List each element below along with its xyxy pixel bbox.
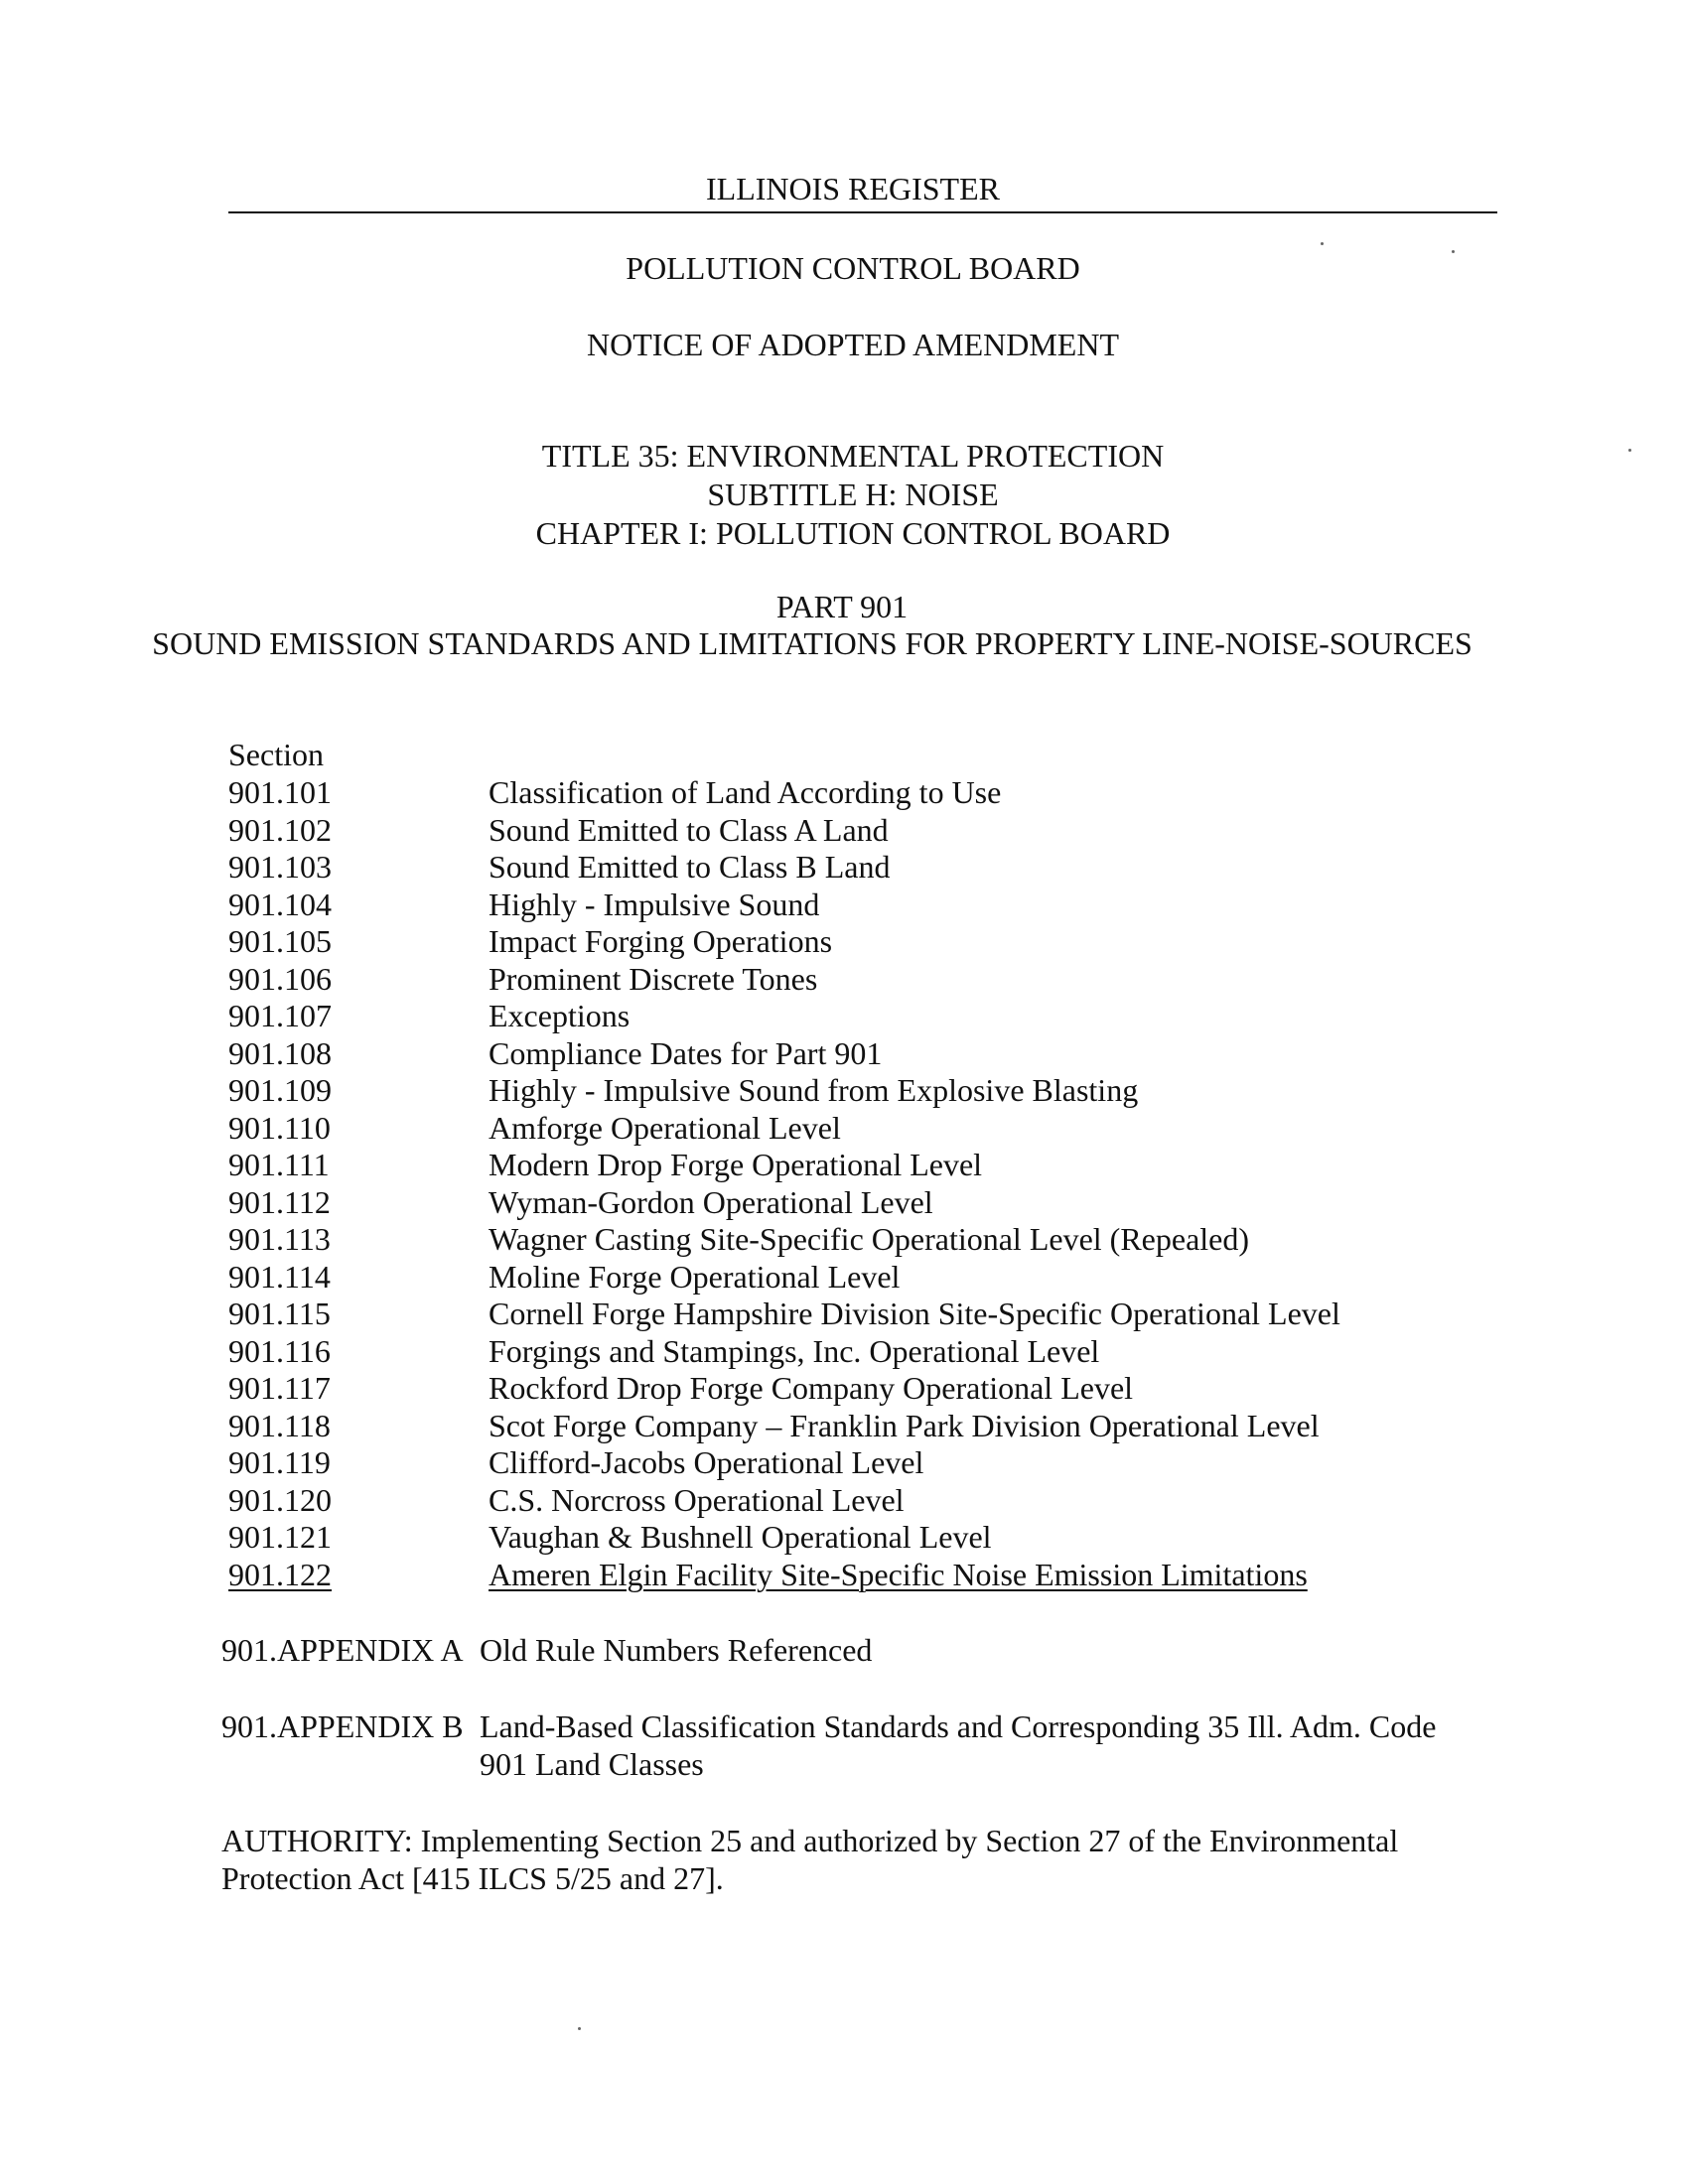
- toc-row: [228, 1110, 1470, 1148]
- appendix-number: 901.APPENDIX A: [221, 1632, 464, 1668]
- section-title: Sound Emitted to Class A Land: [489, 811, 889, 848]
- toc-row: [228, 1519, 1470, 1557]
- section-number: 901.107: [228, 998, 332, 1033]
- chapter-line: CHAPTER I: POLLUTION CONTROL BOARD: [535, 515, 1171, 551]
- part-title: SOUND EMISSION STANDARDS AND LIMITATIONS FOR PROPERTY LINE-NOISE-SOURCES: [152, 625, 1473, 661]
- toc-row: [228, 887, 1470, 924]
- section-number: 901.109: [228, 1072, 332, 1108]
- toc-row: [228, 1184, 1470, 1222]
- section-number: 901.117: [228, 1370, 331, 1406]
- section-title: Highly - Impulsive Sound: [489, 886, 820, 922]
- section-title: Highly - Impulsive Sound from Explosive Blasting: [489, 1072, 1139, 1108]
- section-title: Forgings and Stampings, Inc. Operational Level: [489, 1332, 1100, 1369]
- register-heading: ILLINOIS REGISTER: [706, 171, 1000, 206]
- section-number: 901.106: [228, 960, 332, 997]
- toc-row: [228, 774, 1470, 812]
- section-title: Wyman-Gordon Operational Level: [489, 1183, 933, 1220]
- title-block: [0, 438, 1684, 554]
- notice-heading: NOTICE OF ADOPTED AMENDMENT: [587, 327, 1119, 362]
- toc-heading: Section: [228, 737, 324, 772]
- appendix-description: Old Rule Numbers Referenced: [480, 1632, 873, 1668]
- header-rule: [228, 211, 1497, 213]
- toc-row: [228, 849, 1470, 887]
- toc-row: [228, 961, 1470, 999]
- subtitle-line: SUBTITLE H: NOISE: [707, 477, 999, 512]
- scan-speck: [578, 2027, 581, 2030]
- toc-row: [228, 812, 1470, 850]
- section-title: Clifford-Jacobs Operational Level: [489, 1444, 924, 1480]
- scan-speck: [1452, 250, 1455, 253]
- section-number: 901.108: [228, 1034, 332, 1071]
- toc-row: [228, 1259, 1470, 1297]
- toc-row: [228, 998, 1470, 1035]
- toc-row: [228, 1296, 1470, 1333]
- toc-row: [228, 1408, 1470, 1445]
- toc-row: [228, 1557, 1470, 1594]
- title-line: TITLE 35: ENVIRONMENTAL PROTECTION: [541, 438, 1165, 474]
- toc-row: [228, 1482, 1470, 1520]
- section-title: Classification of Land According to Use: [489, 774, 1002, 810]
- section-number: 901.105: [228, 923, 332, 959]
- scan-speck: [1628, 449, 1631, 452]
- section-number: 901.112: [228, 1183, 331, 1220]
- section-title: Vaughan & Bushnell Operational Level: [489, 1519, 992, 1555]
- section-title: Sound Emitted to Class B Land: [489, 849, 891, 885]
- section-title: Prominent Discrete Tones: [489, 960, 818, 997]
- appendix-b-row: [221, 1708, 1473, 1784]
- section-title: Cornell Forge Hampshire Division Site-Specific Operational Level: [489, 1296, 1340, 1331]
- section-number: 901.122: [228, 1556, 332, 1592]
- section-number: 901.111: [228, 1147, 330, 1182]
- section-number: 901.101: [228, 774, 332, 810]
- section-number: 901.103: [228, 849, 332, 885]
- section-number: 901.120: [228, 1481, 332, 1518]
- section-title: Modern Drop Forge Operational Level: [489, 1147, 983, 1182]
- toc-section-list: [228, 774, 1470, 1593]
- section-number: 901.119: [228, 1444, 331, 1480]
- appendix-a-row: [221, 1632, 1473, 1670]
- section-number: 901.116: [228, 1332, 331, 1369]
- section-title: Amforge Operational Level: [489, 1109, 841, 1146]
- scan-speck: [1321, 242, 1324, 245]
- section-title: Impact Forging Operations: [489, 923, 833, 959]
- toc-row: [228, 923, 1470, 961]
- section-number: 901.104: [228, 886, 332, 922]
- toc-row: [228, 1444, 1470, 1482]
- section-title: Wagner Casting Site-Specific Operational Level (Repealed): [489, 1221, 1250, 1257]
- section-number: 901.113: [228, 1221, 331, 1257]
- section-number: 901.121: [228, 1519, 332, 1555]
- toc-row: [228, 1147, 1470, 1184]
- authority-note: AUTHORITY: Implementing Section 25 and authorized by Section 27 of the Environmental Protection Act [415 ILCS 5/25 and 27].: [221, 1823, 1399, 1897]
- section-number: 901.110: [228, 1109, 331, 1146]
- part-block: [0, 589, 1684, 663]
- board-heading: POLLUTION CONTROL BOARD: [626, 250, 1080, 286]
- toc-row: [228, 1072, 1470, 1110]
- section-title: C.S. Norcross Operational Level: [489, 1481, 905, 1518]
- section-title: Moline Forge Operational Level: [489, 1258, 901, 1295]
- section-title: Rockford Drop Forge Company Operational Level: [489, 1370, 1134, 1406]
- section-number: 901.118: [228, 1407, 331, 1443]
- section-title: Exceptions: [489, 998, 631, 1033]
- toc-row: [228, 1333, 1470, 1371]
- section-title: Ameren Elgin Facility Site-Specific Noise Emission Limitations: [489, 1556, 1308, 1592]
- part-number: PART 901: [775, 589, 909, 624]
- appendix-description: Land-Based Classification Standards and Corresponding 35 Ill. Adm. Code 901 Land Classes: [480, 1708, 1437, 1782]
- toc-row: [228, 1370, 1470, 1408]
- section-title: Scot Forge Company – Franklin Park Division Operational Level: [489, 1407, 1320, 1443]
- section-number: 901.115: [228, 1296, 331, 1331]
- toc-row: [228, 1221, 1470, 1259]
- appendix-number: 901.APPENDIX B: [221, 1708, 464, 1744]
- table-of-contents: [228, 737, 1470, 1593]
- section-number: 901.114: [228, 1258, 331, 1295]
- section-title: Compliance Dates for Part 901: [489, 1034, 883, 1071]
- toc-row: [228, 1035, 1470, 1073]
- section-number: 901.102: [228, 811, 332, 848]
